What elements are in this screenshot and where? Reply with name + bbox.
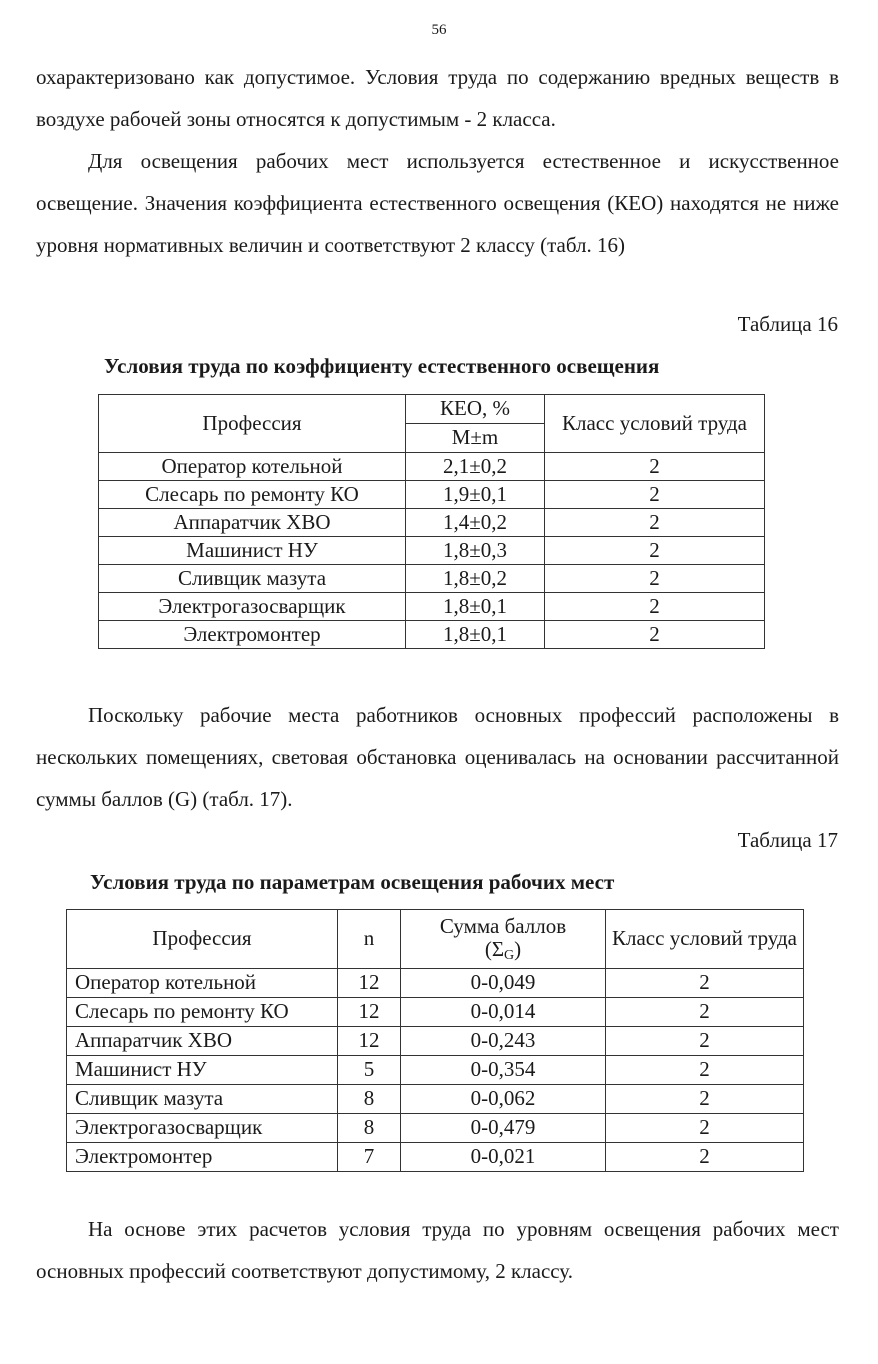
table16-cell-class: 2 xyxy=(545,509,765,537)
table16-cell-profession: Электрогазосварщик xyxy=(99,593,406,621)
table16-cell-profession: Электромонтер xyxy=(99,621,406,649)
table17-cell-profession: Оператор котельной xyxy=(67,969,338,998)
table-row xyxy=(99,509,765,537)
table16-cell-class: 2 xyxy=(545,537,765,565)
table16-cell-profession: Аппаратчик ХВО xyxy=(99,509,406,537)
table17-cell-class: 2 xyxy=(606,969,804,998)
paragraph-3: Поскольку рабочие места работников основных профессий расположены в нескольких помещениях, световая обстановка оценивалась на основании рассчитанной суммы баллов (G) (табл. 17). xyxy=(36,703,839,811)
table17-cell-n: 12 xyxy=(338,1027,401,1056)
table17-cell-sum: 0-0,479 xyxy=(401,1114,606,1143)
table16-cell-profession: Слесарь по ремонту КО xyxy=(99,481,406,509)
table17-cell-sum: 0-0,014 xyxy=(401,998,606,1027)
table17-cell-sum: 0-0,049 xyxy=(401,969,606,998)
table-row xyxy=(67,1143,804,1172)
table17-cell-class: 2 xyxy=(606,1143,804,1172)
table17-header-sum-open: (Σ xyxy=(484,936,505,961)
table17-cell-sum: 0-0,021 xyxy=(401,1143,606,1172)
table16-cell-profession: Сливщик мазута xyxy=(99,565,406,593)
table16-header-keo: КЕО, % xyxy=(406,395,545,424)
table-row xyxy=(67,969,804,998)
paragraph-4: На основе этих расчетов условия труда по уровням освещения рабочих мест основных профессий соответствуют допустимому, 2 классу. xyxy=(36,1217,839,1283)
table17-cell-sum: 0-0,062 xyxy=(401,1085,606,1114)
table17-cell-class: 2 xyxy=(606,998,804,1027)
table-row xyxy=(99,565,765,593)
table17-cell-n: 8 xyxy=(338,1085,401,1114)
table17-header-sum-line1: Сумма баллов xyxy=(439,913,567,938)
table16-cell-keo: 2,1±0,2 xyxy=(406,453,545,481)
table17-cell-sum: 0-0,354 xyxy=(401,1056,606,1085)
table-row xyxy=(67,998,804,1027)
table17-cell-class: 2 xyxy=(606,1114,804,1143)
table17-cell-n: 12 xyxy=(338,969,401,998)
table-row xyxy=(99,593,765,621)
paragraph-1: охарактеризовано как допустимое. Условия труда по содержанию вредных веществ в воздухе рабочей зоны относятся к допустимым - 2 класса. xyxy=(36,65,839,131)
table16-header-profession: Профессия xyxy=(99,395,406,453)
page-number: 56 xyxy=(431,22,447,38)
table-row xyxy=(67,1056,804,1085)
table16-cell-keo: 1,8±0,1 xyxy=(406,593,545,621)
table17-header-n: n xyxy=(338,910,401,969)
table17-header-sum-close: ) xyxy=(514,936,522,961)
table17-cell-n: 12 xyxy=(338,998,401,1027)
table17-header-sum-sub: G xyxy=(504,947,515,963)
table17-cell-profession: Сливщик мазута xyxy=(67,1085,338,1114)
table17-cell-n: 5 xyxy=(338,1056,401,1085)
table-row xyxy=(67,1085,804,1114)
table17-header-profession: Профессия xyxy=(67,910,338,969)
table16-cell-keo: 1,8±0,3 xyxy=(406,537,545,565)
table17-cell-class: 2 xyxy=(606,1056,804,1085)
table16-label: Таблица 16 xyxy=(737,312,838,336)
table16-cell-class: 2 xyxy=(545,565,765,593)
table17-cell-class: 2 xyxy=(606,1027,804,1056)
table17-cell-profession: Слесарь по ремонту КО xyxy=(67,998,338,1027)
table17-label: Таблица 17 xyxy=(737,828,838,852)
table17-cell-profession: Машинист НУ xyxy=(67,1056,338,1085)
table17-cell-class: 2 xyxy=(606,1085,804,1114)
paragraph-2: Для освещения рабочих мест используется естественное и искусственное освещение. Значения коэффициента естественного освещения (КЕО) находятся не ниже уровня нормативных величин и соответствуют 2 классу (табл. 16) xyxy=(36,149,839,257)
table-row xyxy=(99,453,765,481)
table-row xyxy=(67,1027,804,1056)
table16-cell-class: 2 xyxy=(545,593,765,621)
table17-cell-n: 8 xyxy=(338,1114,401,1143)
table17-cell-profession: Электрогазосварщик xyxy=(67,1114,338,1143)
table17-body xyxy=(67,969,804,1172)
table16-cell-profession: Машинист НУ xyxy=(99,537,406,565)
table-row xyxy=(99,481,765,509)
table16-cell-class: 2 xyxy=(545,453,765,481)
table16-body xyxy=(99,453,765,649)
table17-cell-profession: Аппаратчик ХВО xyxy=(67,1027,338,1056)
table16-cell-profession: Оператор котельной xyxy=(99,453,406,481)
table16-cell-keo: 1,8±0,2 xyxy=(406,565,545,593)
table16-header-class: Класс условий труда xyxy=(545,395,765,453)
table-row xyxy=(67,1114,804,1143)
table16-header-keo-sub: M±m xyxy=(406,424,545,453)
table16-cell-keo: 1,9±0,1 xyxy=(406,481,545,509)
table17-cell-profession: Электромонтер xyxy=(67,1143,338,1172)
table17 xyxy=(66,909,804,1172)
table16-title: Условия труда по коэффициенту естественного освещения xyxy=(104,354,660,378)
table17-header-sum xyxy=(401,910,606,969)
table17-cell-sum: 0-0,243 xyxy=(401,1027,606,1056)
table-row xyxy=(99,537,765,565)
table16 xyxy=(98,394,765,649)
table17-cell-n: 7 xyxy=(338,1143,401,1172)
table16-cell-class: 2 xyxy=(545,621,765,649)
table17-header-class: Класс условий труда xyxy=(606,910,804,969)
table-row xyxy=(99,621,765,649)
table16-cell-keo: 1,8±0,1 xyxy=(406,621,545,649)
table17-title: Условия труда по параметрам освещения рабочих мест xyxy=(90,870,615,894)
table16-cell-class: 2 xyxy=(545,481,765,509)
table16-cell-keo: 1,4±0,2 xyxy=(406,509,545,537)
